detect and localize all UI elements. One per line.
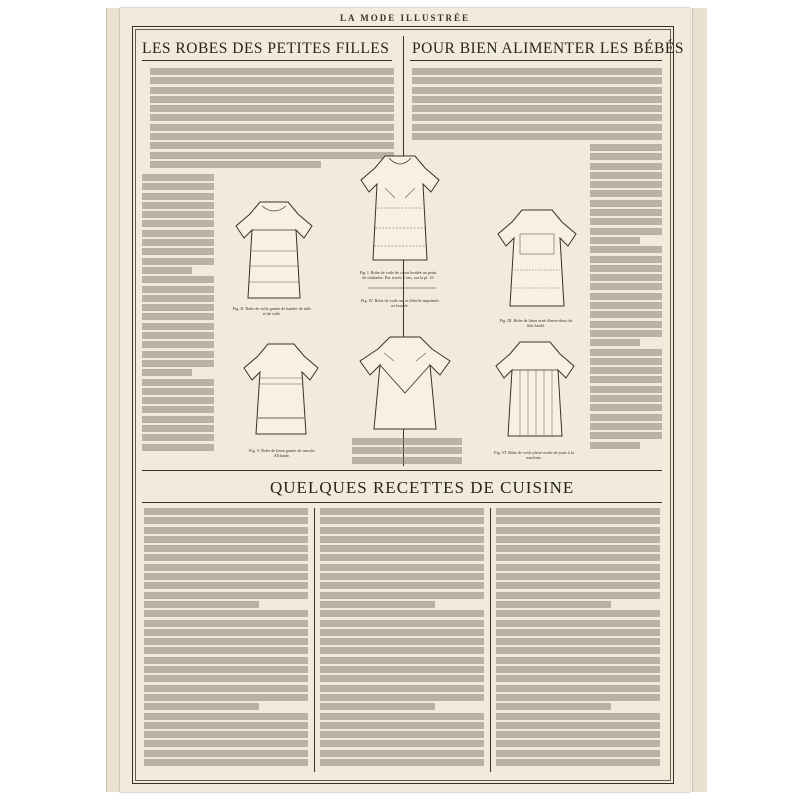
text-line	[142, 193, 214, 200]
text-line	[150, 161, 321, 168]
text-line	[320, 740, 484, 747]
text-line	[590, 153, 662, 160]
text-line	[142, 258, 214, 265]
recipes-column-1	[144, 508, 308, 774]
text-line	[142, 369, 192, 376]
text-line	[590, 302, 662, 309]
recipes-column-3	[496, 508, 660, 774]
text-line	[142, 341, 214, 348]
text-line	[496, 647, 660, 654]
text-line	[590, 395, 662, 402]
text-line	[144, 620, 308, 627]
text-line	[142, 230, 214, 237]
text-line	[144, 601, 259, 608]
text-line	[412, 96, 662, 103]
text-line	[412, 114, 662, 121]
text-line	[590, 311, 662, 318]
text-line	[590, 218, 662, 225]
text-line	[142, 388, 214, 395]
text-line	[142, 220, 214, 227]
text-line	[144, 638, 308, 645]
text-line	[144, 564, 308, 571]
text-line	[320, 620, 484, 627]
text-line	[142, 444, 214, 451]
text-line	[412, 68, 662, 75]
figure-caption: Fig. V. Robe de linon garnie de smocks d'Irlande.	[249, 448, 315, 458]
text-line	[590, 256, 662, 263]
text-line	[352, 447, 462, 454]
text-line	[320, 517, 484, 524]
text-line	[320, 508, 484, 515]
text-line	[144, 713, 308, 720]
text-line	[320, 750, 484, 757]
recipes-divider-2	[490, 508, 491, 772]
text-line	[590, 293, 662, 300]
text-line	[320, 554, 484, 561]
text-line	[590, 237, 640, 244]
left-neighbor-page	[106, 8, 121, 792]
text-line	[320, 629, 484, 636]
text-line	[144, 694, 308, 701]
text-line	[496, 620, 660, 627]
text-line	[320, 713, 484, 720]
text-line	[590, 349, 662, 356]
text-line	[590, 181, 662, 188]
text-line	[320, 759, 484, 766]
text-line	[496, 592, 660, 599]
text-line	[496, 740, 660, 747]
text-line	[590, 339, 640, 346]
section-divider	[142, 470, 662, 471]
text-line	[320, 545, 484, 552]
text-line	[142, 397, 214, 404]
article-title-recettes: QUELQUES RECETTES DE CUISINE	[270, 478, 575, 497]
text-line	[496, 517, 660, 524]
text-line	[142, 276, 214, 283]
text-line	[590, 414, 662, 421]
text-line	[320, 527, 484, 534]
text-line	[320, 694, 484, 701]
text-line	[590, 274, 662, 281]
text-line	[590, 265, 662, 272]
article-text-bebes-column	[590, 144, 662, 454]
text-line	[142, 360, 214, 367]
text-line	[142, 248, 214, 255]
text-line	[320, 722, 484, 729]
text-line	[320, 536, 484, 543]
text-line	[320, 582, 484, 589]
text-line	[496, 554, 660, 561]
title-underline-right	[410, 60, 662, 61]
text-line	[320, 592, 484, 599]
text-line	[144, 666, 308, 673]
text-line	[144, 731, 308, 738]
text-line	[144, 685, 308, 692]
text-line	[142, 323, 214, 330]
text-line	[590, 172, 662, 179]
text-line	[144, 573, 308, 580]
text-line	[144, 750, 308, 757]
text-line	[320, 601, 435, 608]
text-line	[150, 105, 394, 112]
text-line	[496, 713, 660, 720]
text-line	[590, 228, 662, 235]
text-line	[320, 703, 435, 710]
text-line	[590, 367, 662, 374]
text-line	[142, 239, 214, 246]
text-line	[590, 163, 662, 170]
right-neighbor-page	[692, 8, 707, 792]
text-line	[144, 508, 308, 515]
text-line	[590, 246, 662, 253]
text-line	[142, 416, 214, 423]
text-line	[496, 527, 660, 534]
text-line	[412, 124, 662, 131]
text-line	[144, 545, 308, 552]
dress-illustration-fig5	[240, 338, 322, 448]
text-line	[496, 703, 611, 710]
text-line	[590, 358, 662, 365]
text-line	[142, 425, 214, 432]
text-line	[144, 610, 308, 617]
text-line	[142, 304, 214, 311]
article-title-bebes: POUR BIEN ALIMENTER LES BÉBÉS	[412, 40, 684, 57]
article-text-center-note	[352, 438, 462, 468]
text-line	[590, 442, 640, 449]
recipes-divider-1	[314, 508, 315, 772]
text-line	[320, 610, 484, 617]
text-line	[320, 731, 484, 738]
text-line	[144, 536, 308, 543]
article-text-bebes-intro	[412, 68, 662, 143]
text-line	[142, 267, 192, 274]
text-line	[496, 722, 660, 729]
text-line	[144, 582, 308, 589]
text-line	[496, 601, 611, 608]
text-line	[150, 77, 394, 84]
text-line	[320, 573, 484, 580]
text-line	[150, 114, 394, 121]
figure-caption: Fig. I. Robe de voile de coton brodée au point de chaînette. Pat. tracée 5 ans, sur la pl. 23	[359, 270, 437, 280]
dress-illustration-fig1	[355, 148, 445, 268]
text-line	[150, 133, 394, 140]
text-line	[142, 313, 214, 320]
text-line	[496, 545, 660, 552]
text-line	[142, 183, 214, 190]
text-line	[590, 330, 662, 337]
text-line	[412, 133, 662, 140]
text-line	[142, 286, 214, 293]
magazine-page	[120, 8, 690, 792]
title-underline-left	[142, 60, 392, 61]
text-line	[144, 629, 308, 636]
dress-illustration-fig2	[232, 196, 317, 306]
text-line	[352, 457, 462, 464]
text-line	[142, 332, 214, 339]
text-line	[320, 666, 484, 673]
text-line	[496, 508, 660, 515]
text-line	[590, 423, 662, 430]
text-line	[142, 202, 214, 209]
text-line	[144, 647, 308, 654]
text-line	[144, 517, 308, 524]
figure-caption: Fig. VI. Robe de voile plissé ornée de jours à la machine.	[494, 450, 574, 460]
text-line	[352, 438, 462, 445]
text-line	[150, 87, 394, 94]
text-line	[590, 200, 662, 207]
text-line	[144, 675, 308, 682]
dress-illustration-center	[350, 333, 460, 433]
text-line	[496, 685, 660, 692]
text-line	[320, 564, 484, 571]
text-line	[590, 386, 662, 393]
text-line	[496, 694, 660, 701]
figure-caption: Fig. III. Robe de linon orné d'entre-deux de filet brodé.	[499, 318, 573, 328]
recipes-column-2	[320, 508, 484, 774]
text-line	[496, 675, 660, 682]
text-line	[412, 87, 662, 94]
text-line	[496, 731, 660, 738]
article-text-robes-column	[142, 174, 214, 454]
text-line	[496, 610, 660, 617]
article-title-robes: LES ROBES DES PETITES FILLES	[142, 40, 390, 57]
text-line	[320, 685, 484, 692]
text-line	[590, 432, 662, 439]
figure-caption: Fig. IV. Robe de voile uni et d'étoffe imprimée ou brodée.	[360, 298, 440, 308]
text-line	[144, 759, 308, 766]
text-line	[144, 703, 259, 710]
text-line	[142, 351, 214, 358]
text-line	[142, 379, 214, 386]
figure-caption: Fig. II. Robe de voile garnie de bandes de tulle et de voile.	[232, 306, 312, 316]
text-line	[142, 406, 214, 413]
text-line	[144, 722, 308, 729]
text-line	[590, 190, 662, 197]
text-line	[142, 295, 214, 302]
text-line	[496, 759, 660, 766]
running-head: LA MODE ILLUSTRÉE	[339, 13, 471, 23]
text-line	[496, 573, 660, 580]
dress-illustration-fig3	[492, 204, 582, 314]
text-line	[496, 666, 660, 673]
text-line	[496, 582, 660, 589]
text-line	[142, 434, 214, 441]
text-line	[150, 124, 394, 131]
text-line	[320, 638, 484, 645]
text-line	[144, 657, 308, 664]
recipes-title-underline	[142, 502, 662, 503]
text-line	[320, 675, 484, 682]
dress-illustration-fig6	[490, 336, 580, 448]
text-line	[496, 536, 660, 543]
text-line	[320, 647, 484, 654]
text-line	[590, 209, 662, 216]
text-line	[412, 105, 662, 112]
text-line	[496, 657, 660, 664]
dress-illustration-fig4	[362, 278, 442, 338]
text-line	[412, 77, 662, 84]
text-line	[496, 638, 660, 645]
text-line	[590, 404, 662, 411]
text-line	[590, 321, 662, 328]
text-line	[142, 211, 214, 218]
text-line	[142, 174, 214, 181]
text-line	[144, 527, 308, 534]
text-line	[590, 144, 662, 151]
text-line	[144, 592, 308, 599]
text-line	[496, 564, 660, 571]
text-line	[150, 96, 394, 103]
text-line	[590, 283, 662, 290]
text-line	[144, 554, 308, 561]
text-line	[150, 68, 394, 75]
text-line	[496, 629, 660, 636]
text-line	[496, 750, 660, 757]
text-line	[320, 657, 484, 664]
text-line	[144, 740, 308, 747]
text-line	[590, 376, 662, 383]
